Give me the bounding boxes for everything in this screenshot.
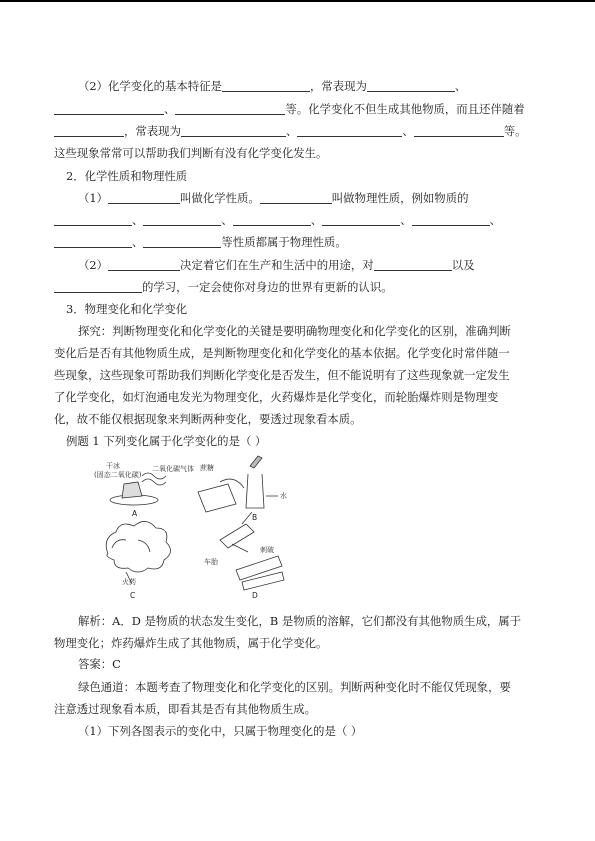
- blank[interactable]: [108, 259, 180, 271]
- label-water: 水: [280, 492, 287, 500]
- answer-line: 答案：C: [78, 657, 121, 671]
- blank[interactable]: [322, 214, 400, 226]
- blank[interactable]: [222, 80, 310, 92]
- blank[interactable]: [54, 214, 132, 226]
- label-solid-co2: (固态二氧化碳): [94, 471, 142, 479]
- property-line-3: 、 等性质都属于物理性质。: [54, 235, 347, 249]
- blank[interactable]: [54, 125, 124, 137]
- explore-line-4: 了化学变化，如灯泡通电发光为物理变化，火药爆炸是化学变化，而轮胎爆炸则是物理变: [54, 390, 499, 404]
- blank[interactable]: [54, 103, 164, 115]
- tip-line-1: 绿色通道：本题考查了物理变化和化学变化的区别。判断两种变化时不能仅凭现象，要: [78, 680, 511, 694]
- analysis-line-1: 解析：A．D 是物质的状态发生变化，B 是物质的溶解，它们都没有其他物质生成，属于: [78, 614, 522, 628]
- label-punctured: 刺破: [260, 546, 274, 554]
- blank[interactable]: [233, 214, 311, 226]
- page-top-rule: [0, 0, 595, 2]
- caption-d: D: [252, 591, 258, 600]
- blank[interactable]: [260, 192, 332, 204]
- blank[interactable]: [414, 125, 504, 137]
- blank[interactable]: [54, 281, 142, 293]
- example-1-question: 例题 1 下列变化属于化学变化的是（ ）: [66, 434, 267, 448]
- panel-a-dry-ice: [94, 461, 194, 518]
- label-tire: 车胎: [204, 558, 218, 566]
- blank[interactable]: [297, 125, 402, 137]
- blank[interactable]: [412, 214, 490, 226]
- label-gunpowder: 火药: [122, 578, 136, 586]
- label-sugar: 蔗糖: [200, 464, 214, 472]
- section-2-heading: 2．化学性质和物理性质: [66, 169, 188, 183]
- label-co2-gas: 二氧化碳气体: [152, 465, 194, 473]
- blank[interactable]: [143, 236, 221, 248]
- label-dry-ice: 干冰: [106, 462, 120, 470]
- tip-line-2: 注意透过现象看本质，即看其是否有其他物质生成。: [54, 702, 316, 716]
- example-figure: [92, 452, 292, 602]
- analysis-line-2: 物理变化；炸药爆炸生成了其他物质，属于化学变化。: [54, 636, 328, 650]
- blank[interactable]: [181, 125, 286, 137]
- property-line-2: 、 、 、 、 、: [54, 213, 501, 227]
- explore-line-5: 化，故不能仅根据现象来判断两种变化，要透过现象看本质。: [54, 412, 362, 426]
- property-line-5: 的学习，一定会使你对身边的世界有更新的认识。: [54, 280, 393, 294]
- panel-c-explosion: [106, 521, 170, 600]
- caption-b: B: [252, 513, 258, 522]
- blank[interactable]: [143, 214, 221, 226]
- property-line-1: （1） 叫做化学性质。 叫做物理性质，例如物质的: [78, 191, 469, 205]
- exercise-1-question: （1）下列各图表示的变化中，只属于物理变化的是（ ）: [78, 724, 363, 738]
- blank[interactable]: [54, 236, 132, 248]
- property-line-4: （2） 决定着它们在生产和生活中的用途，对 以及: [78, 258, 475, 272]
- explore-line-1: 探究：判断物理变化和化学变化的关键是要明确物理变化和化学变化的区别，准确判断: [78, 324, 511, 338]
- explore-line-2: 变化后是否有其他物质生成，是判断物理变化和化学变化的基本依据。化学变化时常伴随一: [54, 346, 510, 360]
- feature-line-4: 这些现象常常可以帮助我们判断有没有化学变化发生。: [54, 146, 328, 160]
- panel-b-sugar-dissolving: [198, 456, 287, 522]
- explore-line-3: 些现象，这些现象可帮助我们判断化学变化是否发生，但不能说明有了这些现象就一定发生: [54, 368, 510, 382]
- feature-line-3: ，常表现为 、 、 等。: [54, 124, 527, 138]
- blank[interactable]: [367, 80, 455, 92]
- panel-d-tire-puncture: [204, 512, 284, 600]
- feature-line-2: 、 等。化学变化不但生成其他物质，而且还伴随着: [54, 102, 525, 116]
- blank[interactable]: [374, 259, 452, 271]
- section-3-heading: 3．物理变化和化学变化: [66, 302, 188, 316]
- blank[interactable]: [175, 103, 285, 115]
- blank[interactable]: [108, 192, 180, 204]
- caption-c: C: [130, 591, 136, 600]
- feature-line-1: （2）化学变化的基本特征是 ，常表现为 、: [78, 79, 467, 93]
- caption-a: A: [132, 509, 138, 518]
